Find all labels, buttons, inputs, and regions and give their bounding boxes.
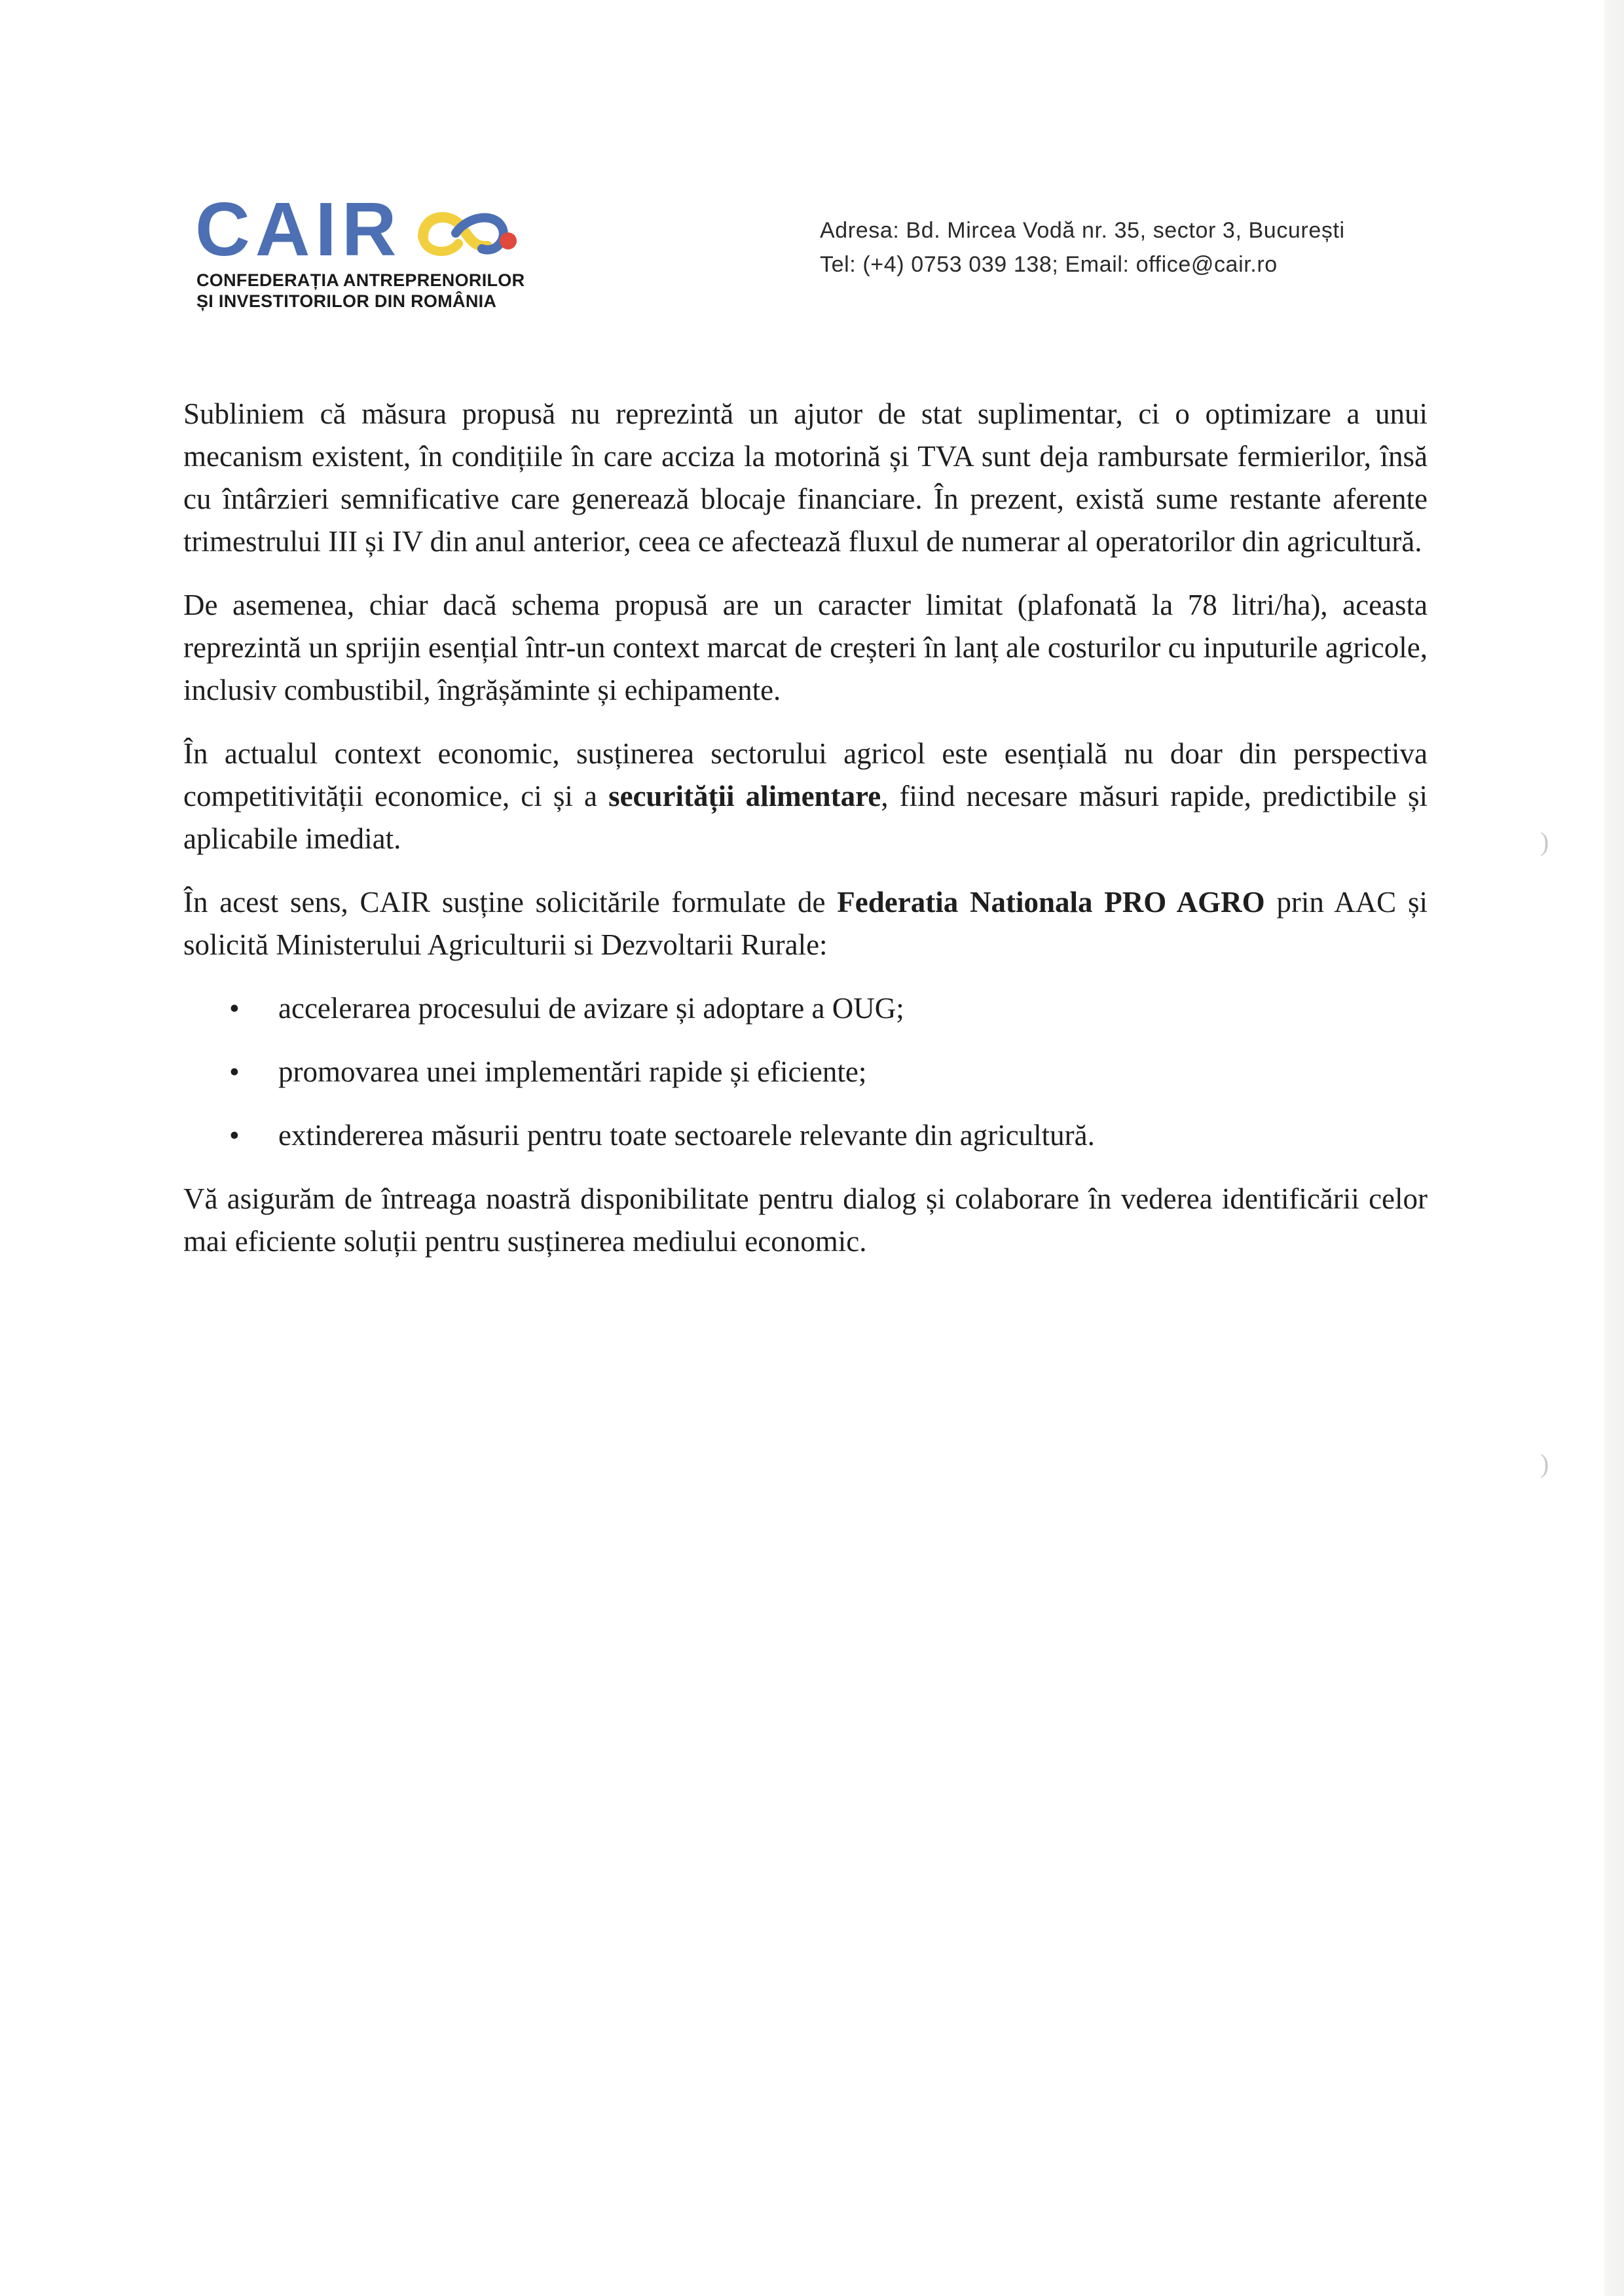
contact-block bbox=[820, 213, 1435, 282]
letter-body bbox=[183, 393, 1428, 1284]
paragraph-5: Vă asigurăm de întreaga noastră disponibilitate pentru dialog și colaborare în vederea identificării celor mai eficiente soluții pentru susținerea mediului economic. bbox=[183, 1182, 1428, 1258]
list-item bbox=[183, 1051, 1428, 1093]
list-item bbox=[183, 987, 1428, 1030]
logo-subtitle-line1: CONFEDERAȚIA ANTREPRENORILOR bbox=[196, 270, 525, 290]
margin-mark: ) bbox=[1540, 827, 1549, 856]
address-line: Adresa: Bd. Mircea Vodă nr. 35, sector 3, București bbox=[820, 218, 1345, 243]
bullet-icon: • bbox=[229, 1119, 240, 1152]
logo-subtitle-line2: ȘI INVESTITORILOR DIN ROMÂNIA bbox=[196, 291, 497, 311]
list-item-text: promovarea unei implementări rapide și eficiente; bbox=[278, 1055, 867, 1088]
phone-email-line: Tel: (+4) 0753 039 138; Email: office@cair.ro bbox=[820, 252, 1278, 277]
logo-wordmark: CAIR bbox=[195, 187, 402, 272]
paragraph-3-text-b: , fiind necesare măsuri rapide, predictibile și aplicabile imediat. bbox=[183, 780, 1428, 855]
request-list bbox=[183, 987, 1428, 1157]
paragraph-4-bold: Federatia Nationala PRO AGRO bbox=[837, 886, 1265, 919]
paragraph-1: Subliniem că măsura propusă nu reprezintă un ajutor de stat suplimentar, ci o optimizare a unui mecanism existent, în condițiile în care acciza la motorină și TVA sunt deja rambursate fermierilor, însă cu întârzieri semnificative care generează blocaje financiare. În prezent, există sume restante aferente trimestrului III și IV din anul anterior, ceea ce afectează fluxul de numerar al operatorilor din agricultură. bbox=[183, 397, 1428, 558]
margin-mark: ) bbox=[1540, 1449, 1549, 1478]
list-item-text: extindererea măsurii pentru toate sectoarele relevante din agricultură. bbox=[278, 1119, 1095, 1152]
list-item-text: accelerarea procesului de avizare și adoptare a OUG; bbox=[278, 992, 904, 1025]
paragraph-4 bbox=[183, 881, 1428, 966]
cair-logo bbox=[195, 187, 562, 321]
bullet-icon: • bbox=[229, 1055, 240, 1088]
bullet-icon: • bbox=[229, 992, 240, 1025]
list-item bbox=[183, 1114, 1428, 1157]
paragraph-2: De asemenea, chiar dacă schema propusă are un caracter limitat (plafonată la 78 litri/ha), aceasta reprezintă un sprijin esențial într-un context marcat de creșteri în lanț ale costurilor cu inputurile agricole, inclusiv combustibil, îngrășăminte și echipamente. bbox=[183, 589, 1428, 706]
page-edge-shadow bbox=[1604, 0, 1624, 2296]
paragraph-3 bbox=[183, 733, 1428, 860]
paragraph-3-bold: securității alimentare bbox=[608, 780, 881, 812]
paragraph-4-text-a: În acest sens, CAIR susține solicitările formulate de bbox=[183, 886, 838, 919]
paragraph-3-text-a: În actualul context economic, susținerea sectorului agricol este esențială nu doar din perspectiva competitivității economice, ci și a bbox=[183, 737, 1428, 812]
logo-infinity-icon bbox=[410, 196, 521, 268]
paragraph-4-text-b: prin AAC și solicită Ministerului Agriculturii si Dezvoltarii Rurale: bbox=[183, 886, 1428, 961]
